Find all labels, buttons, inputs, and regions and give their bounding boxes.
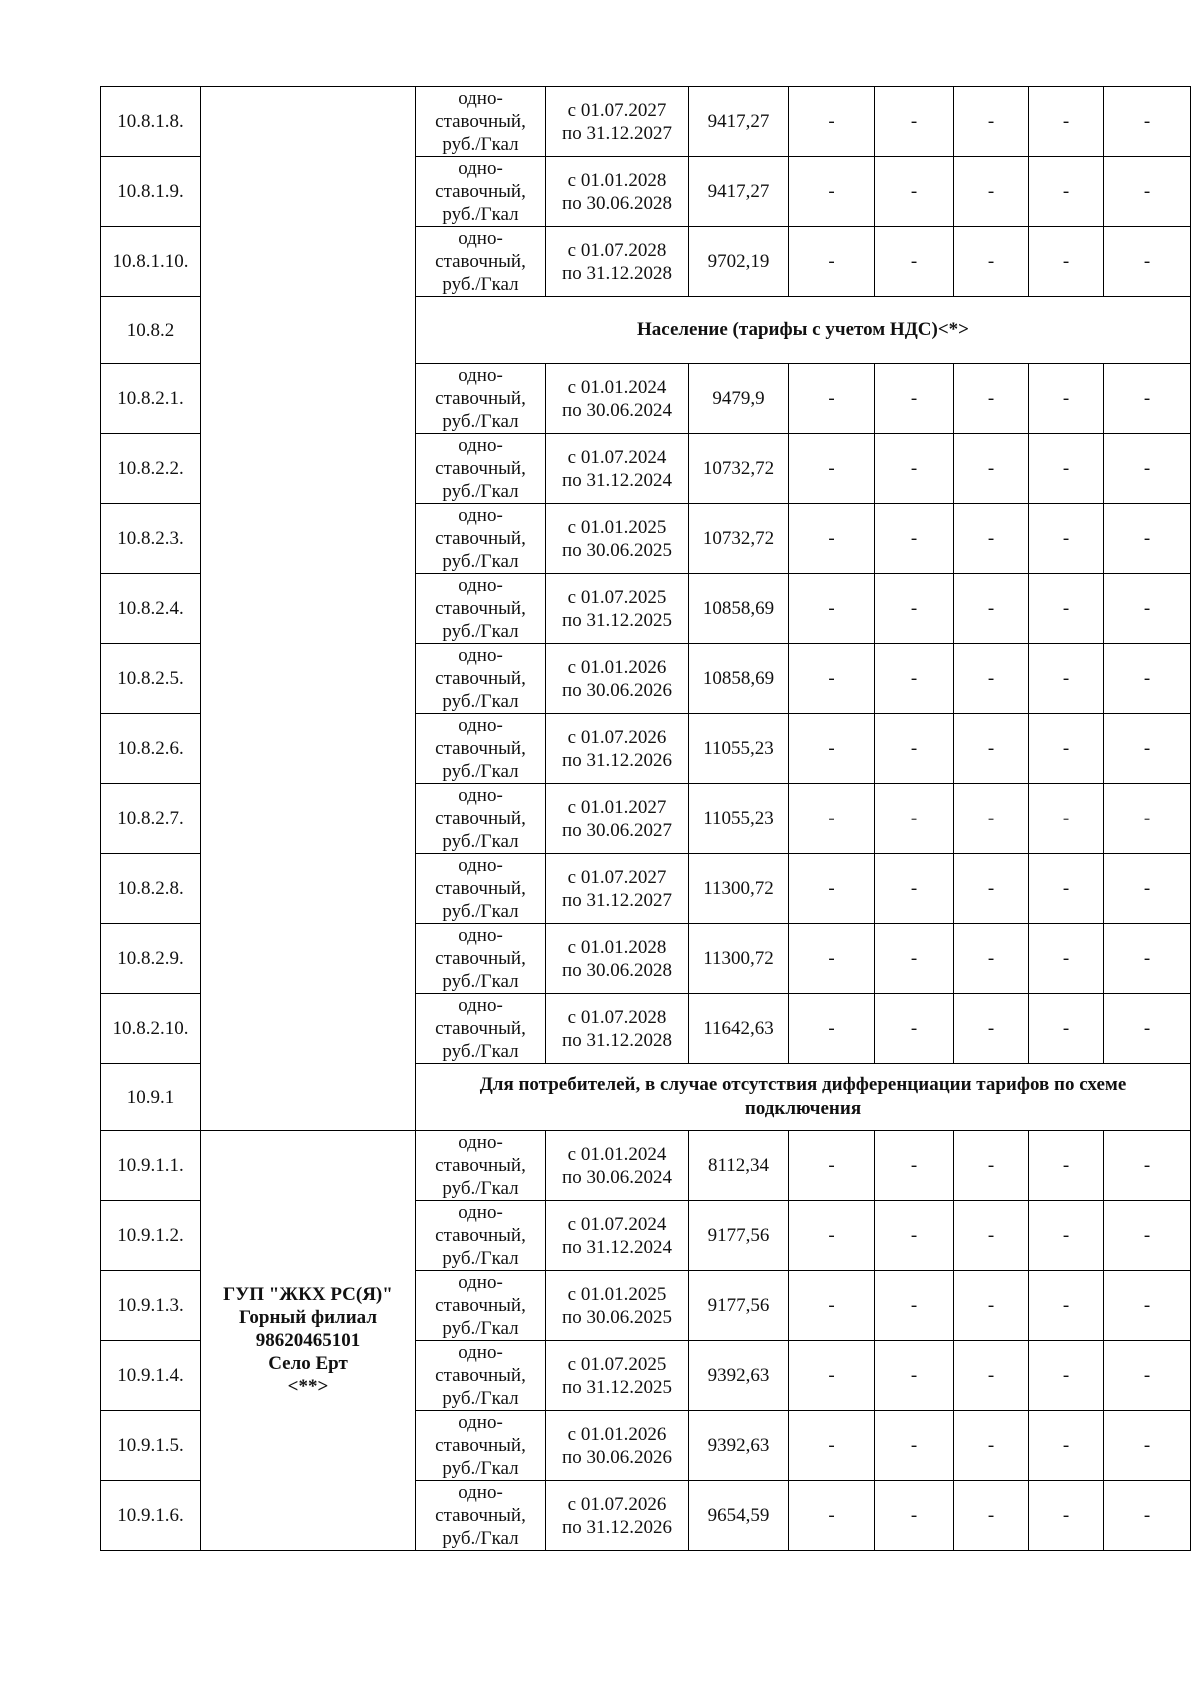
- period-to: по 31.12.2028: [562, 262, 672, 284]
- rate-type-line3: руб./Гкал: [442, 621, 519, 642]
- period-from: с 01.01.2028: [567, 169, 667, 191]
- rate-type-line3: руб./Гкал: [442, 1318, 519, 1339]
- row-number: 10.9.1.4.: [101, 1341, 201, 1411]
- rate-type-line2: ставочный,: [435, 1018, 526, 1039]
- rate-type: [416, 994, 546, 1064]
- period: [546, 924, 689, 994]
- empty-value-dash: -: [789, 1411, 875, 1481]
- rate-type-line1: одно-: [458, 228, 503, 249]
- empty-value-dash: -: [1029, 644, 1104, 714]
- tariff-value: 11055,23: [689, 784, 789, 854]
- empty-value-dash: -: [1104, 364, 1191, 434]
- rate-type-line2: ставочный,: [435, 111, 526, 132]
- rate-type-line3: руб./Гкал: [442, 411, 519, 432]
- empty-value-dash: -: [789, 854, 875, 924]
- rate-type-line1: одно-: [458, 88, 503, 109]
- tariff-value: 11300,72: [689, 854, 789, 924]
- period: [546, 994, 689, 1064]
- period-from: с 01.07.2025: [567, 586, 667, 608]
- empty-value-dash: -: [789, 434, 875, 504]
- period-from: с 01.07.2027: [567, 866, 667, 888]
- rate-type-line3: руб./Гкал: [442, 691, 519, 712]
- rate-type-line1: одно-: [458, 505, 503, 526]
- rate-type-line3: руб./Гкал: [442, 481, 519, 502]
- period-to: по 31.12.2026: [562, 1516, 672, 1538]
- period-to: по 31.12.2024: [562, 1236, 672, 1258]
- empty-value-dash: -: [954, 574, 1029, 644]
- rate-type-line2: ставочный,: [435, 1435, 526, 1456]
- rate-type-line3: руб./Гкал: [442, 1041, 519, 1062]
- period-from: с 01.07.2026: [567, 1493, 667, 1515]
- period: [546, 574, 689, 644]
- row-number: 10.9.1.5.: [101, 1411, 201, 1481]
- organization-line4: Село Ерт: [268, 1353, 348, 1374]
- empty-value-dash: -: [954, 1201, 1029, 1271]
- empty-value-dash: -: [1029, 1271, 1104, 1341]
- row-number: 10.8.2.2.: [101, 434, 201, 504]
- rate-type-line2: ставочный,: [435, 458, 526, 479]
- rate-type-line1: одно-: [458, 1272, 503, 1293]
- rate-type: [416, 714, 546, 784]
- period-from: с 01.07.2024: [567, 1213, 667, 1235]
- empty-value-dash: -: [789, 644, 875, 714]
- period-from: с 01.07.2028: [567, 239, 667, 261]
- empty-value-dash: -: [875, 227, 954, 297]
- rate-type-line2: ставочный,: [435, 808, 526, 829]
- empty-value-dash: -: [954, 714, 1029, 784]
- rate-type: [416, 87, 546, 157]
- row-number: 10.8.2.4.: [101, 574, 201, 644]
- period-from: с 01.07.2024: [567, 446, 667, 468]
- empty-value-dash: -: [875, 1481, 954, 1551]
- section-title: Для потребителей, в случае отсутствия дифференциации тарифов по схеме подключения: [416, 1064, 1191, 1131]
- empty-value-dash: -: [789, 157, 875, 227]
- period-from: с 01.01.2024: [567, 376, 667, 398]
- empty-value-dash: -: [1104, 924, 1191, 994]
- empty-value-dash: -: [875, 574, 954, 644]
- period: [546, 854, 689, 924]
- rate-type: [416, 1481, 546, 1551]
- empty-value-dash: -: [875, 714, 954, 784]
- row-number: 10.9.1.6.: [101, 1481, 201, 1551]
- empty-value-dash: -: [789, 1271, 875, 1341]
- rate-type: [416, 1411, 546, 1481]
- period-from: с 01.07.2025: [567, 1353, 667, 1375]
- period-from: с 01.01.2024: [567, 1143, 667, 1165]
- period-from: с 01.01.2028: [567, 936, 667, 958]
- empty-value-dash: -: [789, 574, 875, 644]
- tariff-value: 10732,72: [689, 434, 789, 504]
- rate-type-line3: руб./Гкал: [442, 1388, 519, 1409]
- tariff-value: 9479,9: [689, 364, 789, 434]
- rate-type-line1: одно-: [458, 158, 503, 179]
- tariff-value: 11642,63: [689, 994, 789, 1064]
- empty-value-dash: -: [1029, 1201, 1104, 1271]
- rate-type-line2: ставочный,: [435, 878, 526, 899]
- row-number: 10.8.1.8.: [101, 87, 201, 157]
- empty-value-dash: -: [1029, 504, 1104, 574]
- empty-value-dash: -: [1104, 87, 1191, 157]
- empty-value-dash: -: [1104, 434, 1191, 504]
- rate-type-line2: ставочный,: [435, 1155, 526, 1176]
- organization-line5: <**>: [287, 1376, 329, 1397]
- empty-value-dash: -: [954, 364, 1029, 434]
- empty-value-dash: -: [789, 364, 875, 434]
- empty-value-dash: -: [875, 87, 954, 157]
- rate-type-line3: руб./Гкал: [442, 551, 519, 572]
- rate-type-line1: одно-: [458, 1132, 503, 1153]
- empty-value-dash: -: [875, 994, 954, 1064]
- empty-value-dash: -: [1029, 87, 1104, 157]
- empty-value-dash: -: [954, 924, 1029, 994]
- table-row: [101, 87, 1191, 157]
- row-number: 10.9.1.2.: [101, 1201, 201, 1271]
- period-from: с 01.01.2025: [567, 516, 667, 538]
- row-number: 10.8.1.10.: [101, 227, 201, 297]
- empty-value-dash: -: [1029, 924, 1104, 994]
- tariff-value: 10858,69: [689, 644, 789, 714]
- empty-value-dash: -: [875, 364, 954, 434]
- empty-value-dash: -: [1104, 714, 1191, 784]
- rate-type: [416, 364, 546, 434]
- rate-type-line1: одно-: [458, 1202, 503, 1223]
- empty-value-dash: -: [954, 157, 1029, 227]
- row-number: 10.9.1: [101, 1064, 201, 1131]
- empty-value-dash: -: [954, 644, 1029, 714]
- period-to: по 31.12.2028: [562, 1029, 672, 1051]
- period-to: по 31.12.2025: [562, 609, 672, 631]
- rate-type-line2: ставочный,: [435, 738, 526, 759]
- empty-value-dash: -: [1029, 574, 1104, 644]
- empty-value-dash: -: [1104, 1201, 1191, 1271]
- empty-value-dash: -: [1029, 157, 1104, 227]
- rate-type-line1: одно-: [458, 1482, 503, 1503]
- rate-type-line3: руб./Гкал: [442, 831, 519, 852]
- tariff-value: 10858,69: [689, 574, 789, 644]
- empty-value-dash: -: [954, 994, 1029, 1064]
- tariff-value: 11300,72: [689, 924, 789, 994]
- empty-value-dash: -: [875, 1131, 954, 1201]
- row-number: 10.8.2.7.: [101, 784, 201, 854]
- period-to: по 30.06.2024: [562, 399, 672, 421]
- empty-value-dash: -: [875, 1201, 954, 1271]
- period: [546, 1411, 689, 1481]
- row-number: 10.9.1.3.: [101, 1271, 201, 1341]
- period-from: с 01.07.2028: [567, 1006, 667, 1028]
- row-number: 10.8.2.8.: [101, 854, 201, 924]
- rate-type-line2: ставочный,: [435, 1225, 526, 1246]
- period: [546, 644, 689, 714]
- tariff-table: [100, 86, 1191, 1551]
- rate-type: [416, 574, 546, 644]
- empty-value-dash: -: [1029, 434, 1104, 504]
- empty-value-dash: -: [1104, 504, 1191, 574]
- period-from: с 01.01.2027: [567, 796, 667, 818]
- rate-type-line3: руб./Гкал: [442, 204, 519, 225]
- empty-value-dash: -: [875, 157, 954, 227]
- empty-value-dash: -: [1104, 1131, 1191, 1201]
- empty-value-dash: -: [954, 854, 1029, 924]
- empty-value-dash: -: [789, 1481, 875, 1551]
- period: [546, 87, 689, 157]
- rate-type-line3: руб./Гкал: [442, 1458, 519, 1479]
- row-number: 10.8.2.5.: [101, 644, 201, 714]
- period: [546, 1201, 689, 1271]
- period: [546, 1271, 689, 1341]
- empty-value-dash: -: [954, 1481, 1029, 1551]
- empty-value-dash: -: [789, 994, 875, 1064]
- tariff-table-body: [101, 87, 1191, 1551]
- empty-value-dash: -: [789, 784, 875, 854]
- empty-value-dash: -: [1029, 227, 1104, 297]
- empty-value-dash: -: [1104, 157, 1191, 227]
- empty-value-dash: -: [954, 1131, 1029, 1201]
- empty-value-dash: -: [1029, 1481, 1104, 1551]
- tariff-value: 9177,56: [689, 1201, 789, 1271]
- rate-type-line2: ставочный,: [435, 598, 526, 619]
- empty-value-dash: -: [1029, 1131, 1104, 1201]
- row-number: 10.8.2.1.: [101, 364, 201, 434]
- empty-value-dash: -: [789, 714, 875, 784]
- empty-value-dash: -: [875, 1271, 954, 1341]
- row-number: 10.8.2: [101, 297, 201, 364]
- tariff-value: 9654,59: [689, 1481, 789, 1551]
- rate-type-line1: одно-: [458, 925, 503, 946]
- rate-type: [416, 1201, 546, 1271]
- period-to: по 30.06.2025: [562, 539, 672, 561]
- period-to: по 30.06.2026: [562, 1446, 672, 1468]
- empty-value-dash: -: [1029, 1341, 1104, 1411]
- rate-type: [416, 784, 546, 854]
- rate-type-line2: ставочный,: [435, 251, 526, 272]
- row-number: 10.8.2.3.: [101, 504, 201, 574]
- period: [546, 784, 689, 854]
- period-to: по 31.12.2025: [562, 1376, 672, 1398]
- period: [546, 157, 689, 227]
- empty-value-dash: -: [1104, 994, 1191, 1064]
- organization-cell-empty: [201, 87, 416, 1131]
- period: [546, 1481, 689, 1551]
- period: [546, 434, 689, 504]
- rate-type: [416, 227, 546, 297]
- rate-type-line1: одно-: [458, 435, 503, 456]
- row-number: 10.8.1.9.: [101, 157, 201, 227]
- empty-value-dash: -: [875, 434, 954, 504]
- tariff-value: 10732,72: [689, 504, 789, 574]
- rate-type: [416, 644, 546, 714]
- rate-type-line1: одно-: [458, 995, 503, 1016]
- period: [546, 504, 689, 574]
- period-to: по 31.12.2027: [562, 889, 672, 911]
- rate-type-line1: одно-: [458, 1412, 503, 1433]
- rate-type-line2: ставочный,: [435, 1505, 526, 1526]
- empty-value-dash: -: [789, 1341, 875, 1411]
- period: [546, 227, 689, 297]
- period-to: по 31.12.2026: [562, 749, 672, 771]
- tariff-value: 9417,27: [689, 87, 789, 157]
- empty-value-dash: -: [789, 504, 875, 574]
- period-from: с 01.07.2027: [567, 99, 667, 121]
- rate-type-line1: одно-: [458, 855, 503, 876]
- empty-value-dash: -: [1029, 1411, 1104, 1481]
- period-to: по 31.12.2024: [562, 469, 672, 491]
- empty-value-dash: -: [1029, 364, 1104, 434]
- empty-value-dash: -: [954, 434, 1029, 504]
- period-from: с 01.01.2026: [567, 1423, 667, 1445]
- row-number: 10.8.2.6.: [101, 714, 201, 784]
- rate-type-line2: ставочный,: [435, 1365, 526, 1386]
- empty-value-dash: -: [1104, 227, 1191, 297]
- rate-type-line2: ставочный,: [435, 181, 526, 202]
- tariff-value: 11055,23: [689, 714, 789, 784]
- period-to: по 30.06.2025: [562, 1306, 672, 1328]
- empty-value-dash: -: [789, 1131, 875, 1201]
- empty-value-dash: -: [1104, 854, 1191, 924]
- empty-value-dash: -: [1029, 854, 1104, 924]
- period-to: по 30.06.2026: [562, 679, 672, 701]
- rate-type: [416, 1131, 546, 1201]
- empty-value-dash: -: [1029, 994, 1104, 1064]
- period: [546, 1341, 689, 1411]
- rate-type: [416, 1341, 546, 1411]
- organization-line2: Горный филиал: [239, 1307, 377, 1328]
- empty-value-dash: -: [1104, 784, 1191, 854]
- rate-type-line2: ставочный,: [435, 1295, 526, 1316]
- rate-type-line3: руб./Гкал: [442, 1248, 519, 1269]
- empty-value-dash: -: [875, 504, 954, 574]
- rate-type: [416, 1271, 546, 1341]
- rate-type-line2: ставочный,: [435, 388, 526, 409]
- rate-type: [416, 157, 546, 227]
- empty-value-dash: -: [1104, 644, 1191, 714]
- empty-value-dash: -: [789, 227, 875, 297]
- period-from: с 01.01.2026: [567, 656, 667, 678]
- empty-value-dash: -: [1029, 714, 1104, 784]
- period-to: по 30.06.2024: [562, 1166, 672, 1188]
- empty-value-dash: -: [954, 1411, 1029, 1481]
- empty-value-dash: -: [875, 854, 954, 924]
- rate-type-line1: одно-: [458, 645, 503, 666]
- empty-value-dash: -: [875, 924, 954, 994]
- row-number: 10.9.1.1.: [101, 1131, 201, 1201]
- rate-type-line3: руб./Гкал: [442, 134, 519, 155]
- rate-type-line2: ставочный,: [435, 528, 526, 549]
- empty-value-dash: -: [1104, 574, 1191, 644]
- empty-value-dash: -: [875, 644, 954, 714]
- rate-type-line2: ставочный,: [435, 948, 526, 969]
- rate-type-line1: одно-: [458, 365, 503, 386]
- rate-type: [416, 434, 546, 504]
- period-to: по 31.12.2027: [562, 122, 672, 144]
- rate-type-line3: руб./Гкал: [442, 761, 519, 782]
- empty-value-dash: -: [1104, 1481, 1191, 1551]
- empty-value-dash: -: [1104, 1271, 1191, 1341]
- empty-value-dash: -: [954, 87, 1029, 157]
- empty-value-dash: -: [954, 784, 1029, 854]
- tariff-value: 9392,63: [689, 1411, 789, 1481]
- empty-value-dash: -: [789, 87, 875, 157]
- rate-type-line3: руб./Гкал: [442, 274, 519, 295]
- rate-type-line2: ставочный,: [435, 668, 526, 689]
- empty-value-dash: -: [954, 1341, 1029, 1411]
- rate-type: [416, 854, 546, 924]
- period: [546, 1131, 689, 1201]
- period-to: по 30.06.2028: [562, 959, 672, 981]
- tariff-value: 9702,19: [689, 227, 789, 297]
- rate-type: [416, 924, 546, 994]
- organization-line1: ГУП "ЖКХ РС(Я)": [223, 1284, 393, 1305]
- rate-type-line1: одно-: [458, 785, 503, 806]
- row-number: 10.8.2.9.: [101, 924, 201, 994]
- rate-type-line3: руб./Гкал: [442, 901, 519, 922]
- rate-type-line1: одно-: [458, 1342, 503, 1363]
- rate-type-line3: руб./Гкал: [442, 1528, 519, 1549]
- period: [546, 714, 689, 784]
- empty-value-dash: -: [1029, 784, 1104, 854]
- period-to: по 30.06.2027: [562, 819, 672, 841]
- rate-type-line1: одно-: [458, 575, 503, 596]
- period: [546, 364, 689, 434]
- empty-value-dash: -: [875, 1341, 954, 1411]
- empty-value-dash: -: [1104, 1411, 1191, 1481]
- tariff-value: 8112,34: [689, 1131, 789, 1201]
- tariff-value: 9392,63: [689, 1341, 789, 1411]
- empty-value-dash: -: [954, 504, 1029, 574]
- empty-value-dash: -: [875, 1411, 954, 1481]
- rate-type-line3: руб./Гкал: [442, 1178, 519, 1199]
- tariff-value: 9417,27: [689, 157, 789, 227]
- period-from: с 01.07.2026: [567, 726, 667, 748]
- table-row: [101, 1131, 1191, 1201]
- organization-line3: 98620465101: [255, 1330, 361, 1351]
- empty-value-dash: -: [954, 1271, 1029, 1341]
- rate-type-line1: одно-: [458, 715, 503, 736]
- empty-value-dash: -: [789, 924, 875, 994]
- section-title: Население (тарифы с учетом НДС)<*>: [416, 297, 1191, 364]
- empty-value-dash: -: [875, 784, 954, 854]
- row-number: 10.8.2.10.: [101, 994, 201, 1064]
- rate-type: [416, 504, 546, 574]
- empty-value-dash: -: [1104, 1341, 1191, 1411]
- organization-cell: [201, 1131, 416, 1551]
- empty-value-dash: -: [954, 227, 1029, 297]
- period-from: с 01.01.2025: [567, 1283, 667, 1305]
- rate-type-line3: руб./Гкал: [442, 971, 519, 992]
- empty-value-dash: -: [789, 1201, 875, 1271]
- tariff-value: 9177,56: [689, 1271, 789, 1341]
- period-to: по 30.06.2028: [562, 192, 672, 214]
